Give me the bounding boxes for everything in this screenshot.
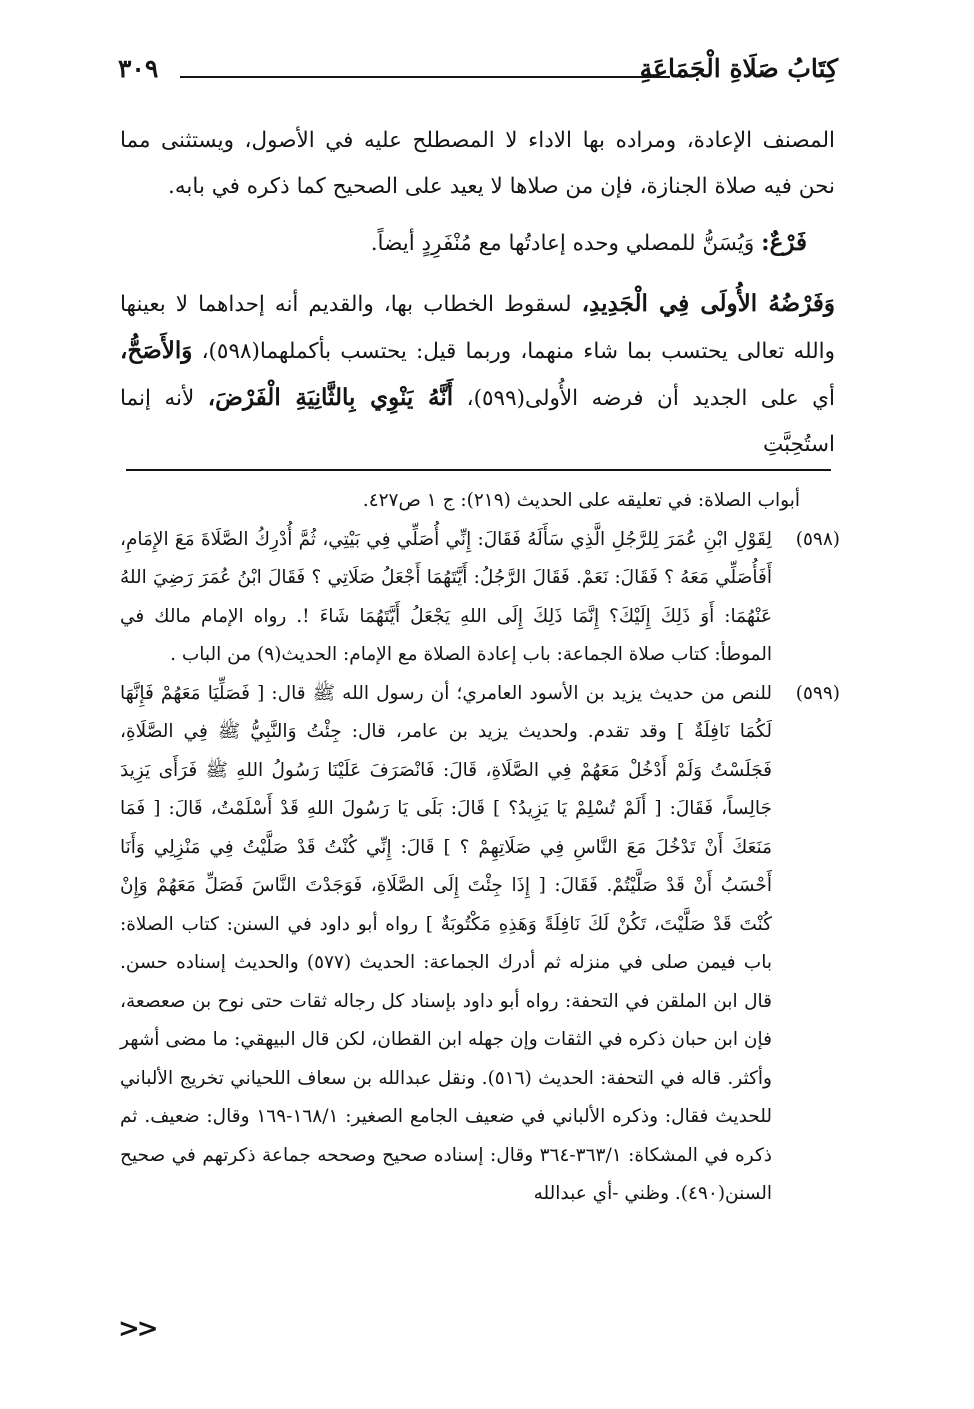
running-header [118, 52, 838, 92]
footnotes [120, 482, 840, 1214]
page-number: ٣٠٩ [118, 54, 159, 83]
branch-label: فَرْعٌ: [761, 229, 807, 256]
branch-text: وَيُسَنُّ للمصلي وحده إعادتُها مع مُنْفَرِدٍ أيضاً. [370, 231, 755, 256]
footnote-separator [126, 469, 831, 471]
main-paragraph-1: المصنف الإعادة، ومراده بها الاداء لا المصطلح عليه في الأصول، ويستثنى مما نحن فيه صلاة الجنازة، فإن من صلاها لا يعيد على الصحيح كما ذكره في بابه. [120, 128, 835, 199]
chapter-title: كِتَابُ صَلَاةِ الْجَمَاعَةِ [639, 54, 838, 83]
continuation-arrow-icon: << [118, 1314, 156, 1344]
main-paragraph-2 [120, 281, 835, 468]
footnote-598 [120, 521, 840, 675]
footnote-599-text: للنص من حديث يزيد بن الأسود العامري؛ أن رسول الله ﷺ قال: [ فَصَلِّيَا مَعَهُمْ فَإِنَّهَا لَكُمَا نَافِلَةٌ ] وقد تقدم. ولحديث يزيد بن عامر، قال: جِئْتُ وَالنَّبِيُّ ﷺ فِي الصَّلَاةِ، فَجَلَسْتُ وَلَمْ أَدْخُلْ مَعَهُمْ فِي الصَّلَاةِ، قَالَ: فَانْصَرَفَ عَلَيْنَا رَسُولُ اللهِ ﷺ فَرَأَى يَزِيدَ جَالِساً، فَقَالَ: [ أَلَمْ تُسْلِمْ يَا يَزِيدُ؟ ] قَالَ: بَلَى يَا رَسُولَ اللهِ قَدْ أَسْلَمْتُ، قَالَ: [ فَمَا مَنَعَكَ أَنْ تَدْخُلَ مَعَ النَّاسِ فِي صَلَاتِهِمْ ؟ ] قَالَ: إِنِّي كُنْتُ قَدْ صَلَّيْتُ فِي مَنْزِلِي وَأَنَا أَحْسَبُ أَنْ قَدْ صَلَّيْتُمْ. فَقَالَ: [ إِذَا جِئْتَ إِلَى الصَّلَاةِ، فَوَجَدْتَ النَّاسَ فَصَلِّ مَعَهُمْ وَإِنْ كُنْتَ قَدْ صَلَّيْتَ، تَكُنْ لَكَ نَافِلَةً وَهَذِهِ مَكْتُوبَةٌ ] رواه أبو داود في السنن: كتاب الصلاة: باب فيمن صلى في منزله ثم أدرك الجماعة: الحديث (٥٧٧) والحديث إسناده حسن. قال ابن الملقن في التحفة: رواه أبو داود بإسناد كل رجاله ثقات حتى نوح بن صعصعة، فإن ابن حبان ذكره في الثقات وإن جهله ابن القطان، لكن قال البيهقي: ما مضى أشهر وأكثر. قاله في التحفة: الحديث (٥١٦). ونقل عبدالله بن سعاف اللحياني تخريج الألباني للحديث فقال: وذكره الألباني في ضعيف الجامع الصغير: ١٦٨/١-١٦٩ وقال: ضعيف. ثم ذكره في المشكاة: ٣٦٣/١-٣٦٤ وقال: إسناده صحيح وصححه جماعة ذكرتهم في صحيح السنن(٤٩٠). وظني -أي عبدالله [120, 682, 773, 1204]
footnote-599 [120, 675, 840, 1214]
matn-phrase-1: وَفَرْضُهُ الأُولَى فِي الْجَدِيدِ، [581, 290, 835, 317]
footnote-598-text: لِقَوْلِ ابْنِ عُمَرَ لِلرَّجُلِ الَّذِي سَأَلَهُ فَقَالَ: إِنِّي أُصَلِّي فِي بَيْتِي، ثُمَّ أُدْرِكُ الصَّلَاةَ مَعَ الإِمَامِ، أَفَأُصَلِّي مَعَهُ ؟ فَقَالَ: نَعَمْ. فَقَالَ الرَّجُلُ: أَيَّتَهُمَا أَجْعَلُ صَلَاتِي ؟ فَقَالَ ابْنُ عُمَرَ رَضِيَ اللهُ عَنْهُمَا: أَوَ ذَلِكَ إِلَيْكَ؟ إِنَّمَا ذَلِكَ إِلَى اللهِ يَجْعَلُ أَيَّتَهُمَا شَاءَ !. رواه الإمام مالك في الموطأ: كتاب صلاة الجماعة: باب إعادة الصلاة مع الإمام: الحديث(٩) من الباب . [120, 528, 772, 665]
commentary-1: لسقوط الخطاب بها، والقديم أنه إحداهما لا بعينها والله تعالى يحتسب بما شاء منهما، وربما قيل: يحتسب بأكملهما(٥٩٨)، [120, 292, 836, 364]
commentary-3: لأنه إنما استُحِبَّتِ [120, 386, 835, 457]
main-text [120, 118, 835, 468]
footnote-continued: أبواب الصلاة: في تعليقه على الحديث (٢١٩): ج ١ ص٤٢٧. [362, 490, 800, 511]
matn-phrase-3: أَنَّهُ يَنْوِي بِالثَّانِيَةِ الْفَرْضَ، [207, 384, 454, 411]
header-rule [180, 76, 670, 78]
commentary-2: أي على الجديد أن فرضه الأُولى(٥٩٩)، [466, 386, 835, 411]
footnote-599-number: (٥٩٩) [795, 682, 840, 704]
matn-phrase-2: وَالأَصَحُّ، [120, 337, 193, 364]
branch-paragraph [120, 220, 835, 267]
footnote-598-number: (٥٩٨) [795, 528, 840, 550]
